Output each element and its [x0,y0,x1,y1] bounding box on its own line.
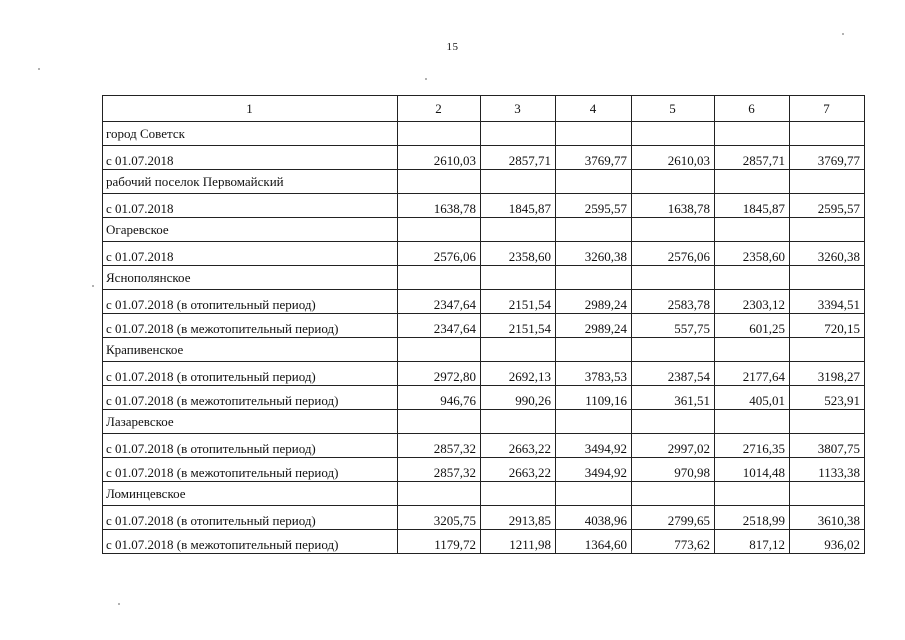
tariff-value-col3: 2151,54 [481,290,556,314]
empty-cell [481,218,556,242]
empty-cell [715,266,790,290]
tariff-value-col2: 946,76 [398,386,481,410]
empty-cell [632,218,715,242]
tariff-row [103,386,865,410]
tariff-value-col6: 2303,12 [715,290,790,314]
settlement-name: Лазаревское [103,410,398,434]
empty-cell [556,266,632,290]
tariff-value-col2: 2347,64 [398,290,481,314]
empty-cell [398,170,481,194]
tariff-row [103,290,865,314]
empty-cell [715,410,790,434]
tariff-row [103,314,865,338]
empty-cell [632,266,715,290]
tariff-value-col4: 1364,60 [556,530,632,554]
scan-speck [38,68,40,70]
empty-cell [790,170,865,194]
column-header: 2 [398,96,481,122]
column-header: 5 [632,96,715,122]
settlement-group-row [103,482,865,506]
empty-cell [481,266,556,290]
tariff-value-col6: 2518,99 [715,506,790,530]
period-label: с 01.07.2018 (в отопительный период) [103,290,398,314]
tariff-value-col7: 3807,75 [790,434,865,458]
tariff-value-col2: 2972,80 [398,362,481,386]
empty-cell [398,482,481,506]
tariff-value-col6: 2177,64 [715,362,790,386]
tariff-value-col2: 2576,06 [398,242,481,266]
tariff-table [102,95,865,554]
tariff-value-col3: 2358,60 [481,242,556,266]
table-body [103,122,865,554]
empty-cell [632,170,715,194]
settlement-group-row [103,122,865,146]
settlement-group-row [103,170,865,194]
empty-cell [481,122,556,146]
empty-cell [715,122,790,146]
scan-speck [842,33,844,35]
empty-cell [790,266,865,290]
settlement-name: рабочий поселок Первомайский [103,170,398,194]
settlement-group-row [103,410,865,434]
tariff-value-col5: 773,62 [632,530,715,554]
settlement-group-row [103,218,865,242]
tariff-value-col4: 2595,57 [556,194,632,218]
tariff-value-col3: 1211,98 [481,530,556,554]
empty-cell [556,482,632,506]
tariff-value-col5: 2799,65 [632,506,715,530]
column-header: 1 [103,96,398,122]
empty-cell [556,170,632,194]
empty-cell [715,170,790,194]
column-header: 4 [556,96,632,122]
tariff-value-col6: 405,01 [715,386,790,410]
empty-cell [481,170,556,194]
tariff-value-col7: 3394,51 [790,290,865,314]
tariff-value-col3: 2692,13 [481,362,556,386]
tariff-row [103,242,865,266]
tariff-value-col3: 2913,85 [481,506,556,530]
tariff-value-col5: 1638,78 [632,194,715,218]
tariff-value-col7: 1133,38 [790,458,865,482]
empty-cell [790,122,865,146]
column-header: 7 [790,96,865,122]
period-label: с 01.07.2018 (в межотопительный период) [103,314,398,338]
settlement-name: Огаревское [103,218,398,242]
tariff-value-col5: 2576,06 [632,242,715,266]
empty-cell [632,122,715,146]
tariff-value-col6: 817,12 [715,530,790,554]
period-label: с 01.07.2018 [103,194,398,218]
period-label: с 01.07.2018 [103,146,398,170]
tariff-value-col4: 4038,96 [556,506,632,530]
tariff-value-col5: 361,51 [632,386,715,410]
tariff-value-col4: 1109,16 [556,386,632,410]
scan-speck [118,603,120,605]
tariff-value-col4: 3260,38 [556,242,632,266]
tariff-row [103,530,865,554]
tariff-value-col7: 936,02 [790,530,865,554]
empty-cell [715,218,790,242]
empty-cell [398,122,481,146]
scan-speck [425,78,427,80]
tariff-value-col2: 2857,32 [398,458,481,482]
tariff-value-col5: 2997,02 [632,434,715,458]
settlement-name: Яснополянское [103,266,398,290]
empty-cell [398,410,481,434]
tariff-value-col4: 3494,92 [556,434,632,458]
tariff-row [103,506,865,530]
tariff-value-col7: 2595,57 [790,194,865,218]
tariff-value-col7: 3198,27 [790,362,865,386]
tariff-value-col2: 1638,78 [398,194,481,218]
settlement-group-row [103,338,865,362]
tariff-value-col7: 523,91 [790,386,865,410]
settlement-name: Ломинцевское [103,482,398,506]
empty-cell [632,338,715,362]
settlement-group-row [103,266,865,290]
column-header: 6 [715,96,790,122]
empty-cell [398,266,481,290]
tariff-value-col2: 2610,03 [398,146,481,170]
column-header: 3 [481,96,556,122]
tariff-value-col6: 2716,35 [715,434,790,458]
tariff-value-col3: 2151,54 [481,314,556,338]
tariff-value-col5: 2387,54 [632,362,715,386]
empty-cell [790,338,865,362]
empty-cell [398,218,481,242]
tariff-value-col3: 2857,71 [481,146,556,170]
tariff-row [103,458,865,482]
settlement-name: Крапивенское [103,338,398,362]
tariff-value-col5: 970,98 [632,458,715,482]
tariff-value-col4: 3783,53 [556,362,632,386]
empty-cell [556,122,632,146]
empty-cell [481,338,556,362]
empty-cell [790,482,865,506]
tariff-value-col3: 1845,87 [481,194,556,218]
tariff-value-col4: 2989,24 [556,290,632,314]
page-number: 15 [446,41,459,53]
tariff-row [103,146,865,170]
settlement-name: город Советск [103,122,398,146]
period-label: с 01.07.2018 (в отопительный период) [103,434,398,458]
empty-cell [556,338,632,362]
tariff-value-col3: 2663,22 [481,458,556,482]
tariff-value-col4: 2989,24 [556,314,632,338]
tariff-value-col5: 2610,03 [632,146,715,170]
empty-cell [632,410,715,434]
period-label: с 01.07.2018 (в отопительный период) [103,506,398,530]
tariff-row [103,434,865,458]
tariff-row [103,194,865,218]
tariff-value-col2: 3205,75 [398,506,481,530]
tariff-value-col6: 601,25 [715,314,790,338]
tariff-value-col7: 3610,38 [790,506,865,530]
period-label: с 01.07.2018 (в межотопительный период) [103,530,398,554]
tariff-value-col3: 2663,22 [481,434,556,458]
tariff-value-col2: 2857,32 [398,434,481,458]
tariff-value-col7: 3769,77 [790,146,865,170]
tariff-value-col7: 3260,38 [790,242,865,266]
empty-cell [398,338,481,362]
tariff-value-col5: 557,75 [632,314,715,338]
period-label: с 01.07.2018 [103,242,398,266]
empty-cell [715,338,790,362]
tariff-value-col2: 1179,72 [398,530,481,554]
empty-cell [481,482,556,506]
empty-cell [481,410,556,434]
empty-cell [790,218,865,242]
tariff-value-col2: 2347,64 [398,314,481,338]
tariff-value-col6: 1845,87 [715,194,790,218]
empty-cell [556,410,632,434]
header-row [103,96,865,122]
tariff-value-col6: 2358,60 [715,242,790,266]
tariff-value-col6: 2857,71 [715,146,790,170]
tariff-value-col7: 720,15 [790,314,865,338]
tariff-value-col6: 1014,48 [715,458,790,482]
tariff-row [103,362,865,386]
tariff-value-col4: 3494,92 [556,458,632,482]
tariff-value-col3: 990,26 [481,386,556,410]
period-label: с 01.07.2018 (в межотопительный период) [103,458,398,482]
tariff-value-col5: 2583,78 [632,290,715,314]
empty-cell [790,410,865,434]
period-label: с 01.07.2018 (в отопительный период) [103,362,398,386]
tariff-value-col4: 3769,77 [556,146,632,170]
empty-cell [556,218,632,242]
period-label: с 01.07.2018 (в межотопительный период) [103,386,398,410]
scan-speck [92,285,94,287]
empty-cell [715,482,790,506]
empty-cell [632,482,715,506]
